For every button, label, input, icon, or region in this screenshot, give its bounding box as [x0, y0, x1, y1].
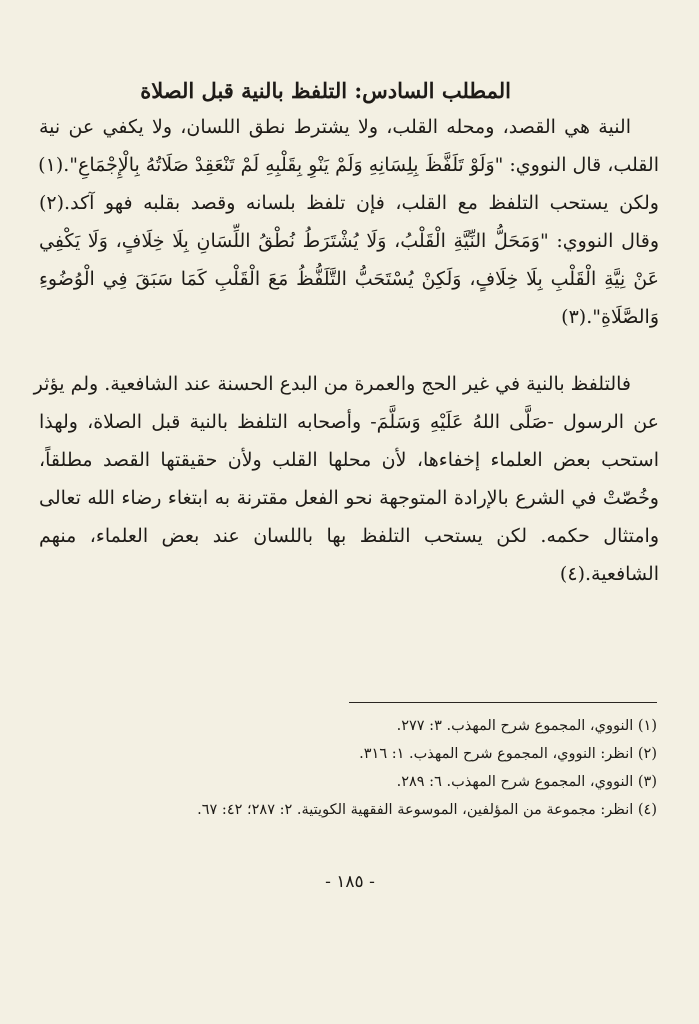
footnote-item: (٢) انظر: النووي، المجموع شرح المهذب. ١: ٣١٦.	[359, 746, 657, 762]
footnote-item: (٣) النووي، المجموع شرح المهذب. ٦: ٢٨٩.	[396, 774, 657, 790]
paragraph-line: فالتلفظ بالنية في غير الحج والعمرة من البدع الحسنة عند الشافعية. ولم يؤثر	[33, 373, 631, 395]
footnote-item: (٤) انظر: مجموعة من المؤلفين، الموسوعة الفقهية الكويتية. ٢: ٢٨٧؛ ٤٢: ٦٧.	[197, 802, 657, 818]
paragraph-line: النية هي القصد، ومحله القلب، ولا يشترط نطق اللسان، ولا يكفي عن نية	[39, 116, 631, 138]
paragraph-line: وامتثال حكمه. لكن يستحب التلفظ بها باللسان عند بعض العلماء، منهم	[39, 525, 659, 547]
paragraph-line: وخُصّتْ في الشرع بالإرادة المتوجهة نحو الفعل مقترنة به ابتغاء رضاء الله تعالى	[39, 487, 659, 509]
paragraph-line: ولكن يستحب التلفظ مع القلب، فإن تلفظ بلسانه وقصد بقلبه فهو آكد.(٢)	[39, 192, 659, 214]
paragraph-line: وقال النووي: "وَمَحَلُّ النِّيَّةِ الْقَلْبُ، وَلَا يُشْتَرَطُ نُطْقُ اللِّسَانِ بِلَا خِلَافٍ، وَلَا يَكْفِي	[39, 230, 659, 252]
section-heading: المطلب السادس: التلفظ بالنية قبل الصلاة	[140, 78, 511, 103]
page-number: - ١٨٥ -	[325, 872, 375, 892]
paragraph-2	[33, 365, 659, 593]
paragraph-line: وَالصَّلَاةِ".(٣)	[561, 306, 659, 328]
paragraph-1	[39, 108, 659, 336]
paragraph-line: الشافعية.(٤)	[559, 563, 659, 585]
paragraph-line: عن الرسول -صَلَّى اللهُ عَلَيْهِ وَسَلَّمَ- وأصحابه التلفظ بالنية قبل الصلاة، ولهذا	[39, 411, 659, 433]
paragraph-line: عَنْ نِيَّةِ الْقَلْبِ بِلَا خِلَافٍ، وَلَكِنْ يُسْتَحَبُّ التَّلَفُّظُ مَعَ الْقَلْبِ كَمَا سَبَقَ فِي الْوُضُوءِ	[39, 268, 659, 290]
paragraph-line: استحب بعض العلماء إخفاءها، لأن محلها القلب ولأن حقيقتها القصد مطلقاً،	[39, 449, 659, 471]
footnote-divider	[349, 702, 657, 703]
footnotes	[97, 712, 657, 824]
paragraph-line: القلب، قال النووي: "وَلَوْ تَلَفَّظَ بِلِسَانِهِ وَلَمْ يَنْوِ بِقَلْبِهِ لَمْ تَنْعَقِدْ صَلَاتُهُ بِالْإِجْمَاعِ".(١)	[38, 154, 659, 176]
footnote-item: (١) النووي، المجموع شرح المهذب. ٣: ٢٧٧.	[396, 718, 657, 734]
